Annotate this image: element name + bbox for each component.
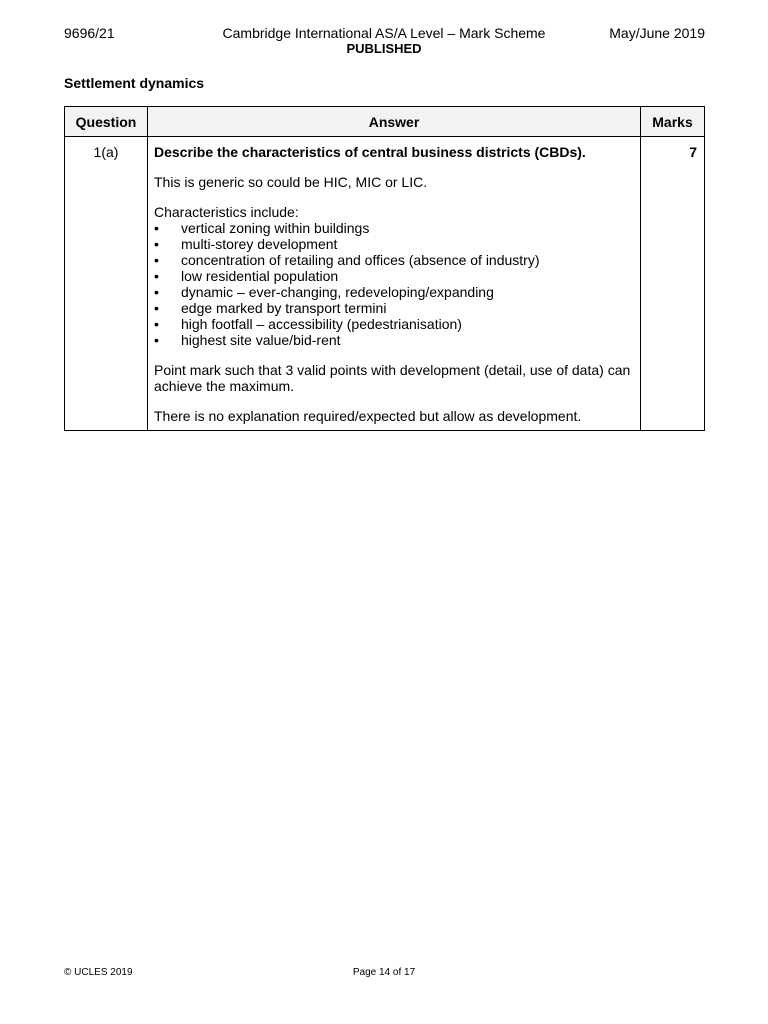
bullet-icon: • — [154, 268, 159, 284]
list-item-text: low residential population — [181, 268, 339, 284]
copyright-notice: © UCLES 2019 — [64, 967, 133, 978]
list-intro: Characteristics include: — [154, 204, 299, 220]
bullet-icon: • — [154, 236, 159, 252]
bullet-icon: • — [154, 284, 159, 300]
bullet-icon: • — [154, 332, 159, 348]
point-mark-guidance: Point mark such that 3 valid points with development (detail, use of data) can achieve the maximum. — [154, 362, 631, 394]
bullet-icon: • — [154, 300, 159, 316]
list-item-text: edge marked by transport termini — [181, 300, 387, 316]
list-item-text: highest site value/bid-rent — [181, 332, 341, 348]
mark-scheme-table — [64, 106, 705, 431]
list-item-text: multi-storey development — [181, 236, 338, 252]
section-title: Settlement dynamics — [64, 75, 205, 91]
table-row — [65, 137, 705, 431]
list-item-text: high footfall – accessibility (pedestrianisation) — [181, 316, 462, 332]
list-item-text: dynamic – ever-changing, redeveloping/expanding — [181, 284, 494, 300]
document-code: 9696/21 — [64, 25, 115, 41]
question-column-header: Question — [65, 107, 148, 137]
list-item — [154, 236, 632, 252]
bullet-icon: • — [154, 316, 159, 332]
table-header-row — [65, 107, 705, 137]
list-item-text: concentration of retailing and offices (absence of industry) — [181, 252, 540, 268]
list-item — [154, 284, 632, 300]
question-number: 1(a) — [65, 137, 148, 431]
marks-column-header: Marks — [641, 107, 705, 137]
list-item-text: vertical zoning within buildings — [181, 220, 370, 236]
list-item — [154, 252, 632, 268]
answer-cell — [148, 137, 641, 431]
answer-column-header: Answer — [148, 107, 641, 137]
question-prompt: Describe the characteristics of central business districts (CBDs). — [154, 144, 586, 160]
characteristics-list — [154, 220, 632, 348]
page-number: Page 14 of 17 — [352, 967, 416, 978]
list-item — [154, 268, 632, 284]
document-title: Cambridge International AS/A Level – Mark Scheme — [222, 25, 546, 41]
list-item — [154, 300, 632, 316]
publication-status: PUBLISHED — [346, 41, 422, 56]
explanation-guidance: There is no explanation required/expected but allow as development. — [154, 408, 582, 424]
list-item — [154, 316, 632, 332]
list-item — [154, 332, 632, 348]
bullet-icon: • — [154, 220, 159, 236]
marks-value: 7 — [641, 137, 705, 431]
list-item — [154, 220, 632, 236]
bullet-icon: • — [154, 252, 159, 268]
answer-note: This is generic so could be HIC, MIC or LIC. — [154, 174, 428, 190]
exam-session-date: May/June 2019 — [609, 25, 705, 41]
